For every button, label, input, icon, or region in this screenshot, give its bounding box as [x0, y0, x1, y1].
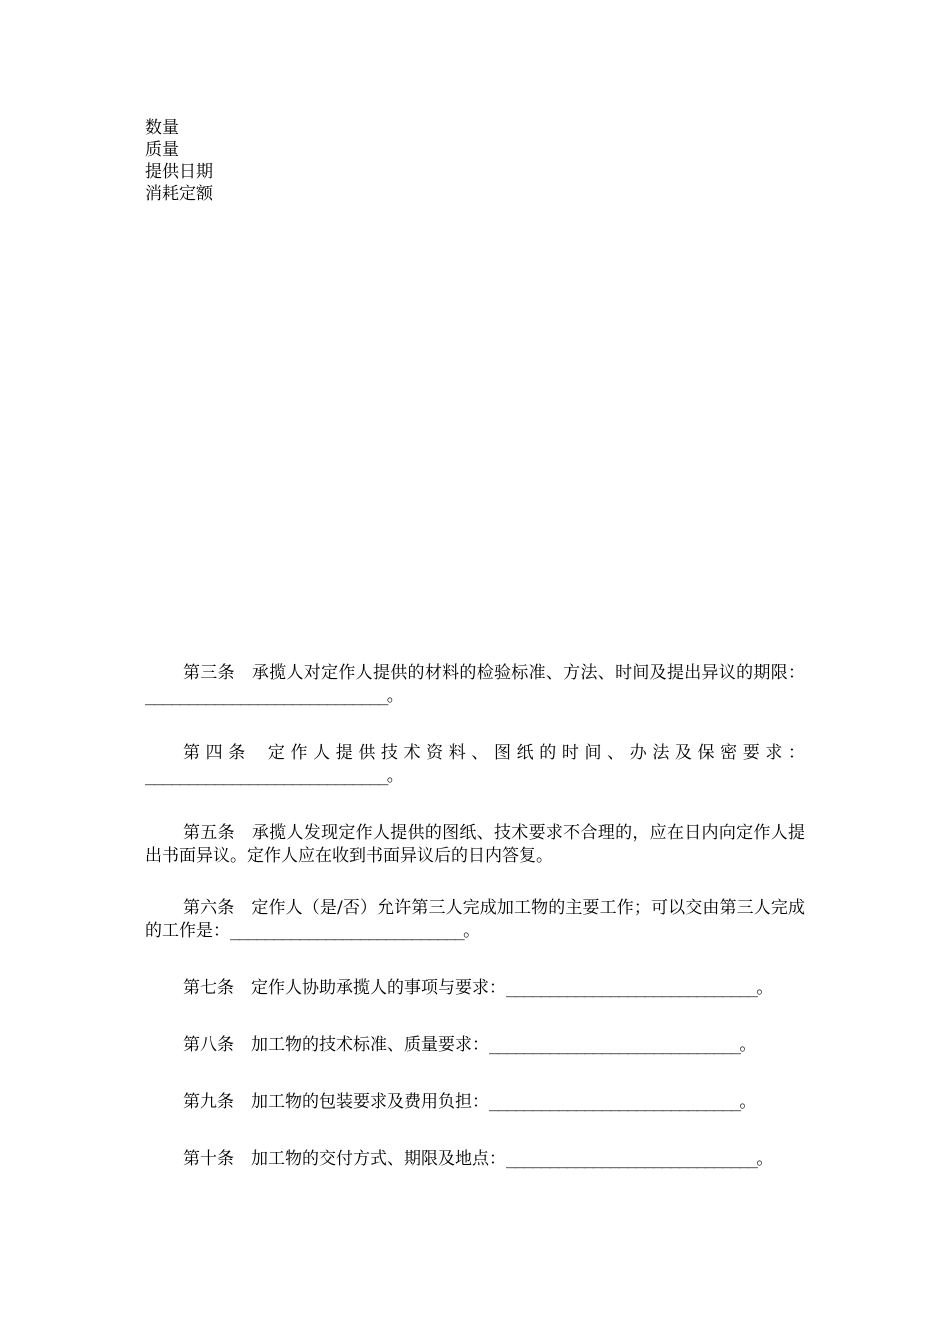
article-3 [145, 662, 805, 708]
article-text: 承揽人发现定作人提供的图纸、技术要求不合理的，应在日内向定作人提出书面异议。定作人应在收到书面异议后的日内答复。 [145, 823, 806, 866]
fill-blank: _____________________________ [506, 1149, 757, 1169]
field-supply-date: 提供日期 [145, 162, 213, 182]
article-10 [145, 1148, 805, 1171]
article-end: 。 [756, 978, 774, 998]
article-text: 定作人（是/否）允许第三人完成加工物的主要工作；可以交由第三人完成的工作是： [145, 898, 806, 941]
article-end: 。 [463, 921, 481, 941]
article-text: 加工物的包装要求及费用负担： [251, 1092, 489, 1112]
article-end: 。 [756, 1149, 774, 1169]
article-label: 第七条 [183, 978, 234, 998]
fill-blank: ____________________________ [145, 686, 387, 706]
article-text: 定作人提供技术资料、图纸的时间、办法及保密要求： [267, 743, 806, 763]
article-text: 加工物的交付方式、期限及地点： [251, 1149, 506, 1169]
article-text: 加工物的技术标准、质量要求： [251, 1035, 489, 1055]
fill-blank: ____________________________ [145, 766, 387, 786]
article-label: 第九条 [183, 1092, 234, 1112]
article-label: 第四条 [183, 743, 251, 763]
article-9 [145, 1091, 805, 1114]
article-end: 。 [739, 1035, 757, 1055]
article-label: 第五条 [183, 823, 235, 843]
article-label: 第八条 [183, 1035, 234, 1055]
fill-blank: _____________________________ [489, 1092, 740, 1112]
material-field-list [145, 117, 213, 205]
article-4 [145, 742, 805, 788]
fill-blank: _____________________________ [506, 978, 757, 998]
field-quality: 质量 [145, 140, 179, 160]
article-label: 第三条 [183, 663, 235, 683]
article-end: 。 [386, 766, 404, 786]
article-7 [145, 977, 805, 1000]
contract-articles [145, 662, 805, 1205]
fill-blank: _____________________________ [489, 1035, 740, 1055]
article-end: 。 [386, 686, 404, 706]
article-8 [145, 1034, 805, 1057]
article-6 [145, 897, 805, 943]
field-quantity: 数量 [145, 118, 179, 138]
article-label: 第十条 [183, 1149, 234, 1169]
article-label: 第六条 [183, 898, 235, 918]
article-end: 。 [739, 1092, 757, 1112]
field-consumption-quota: 消耗定额 [145, 184, 213, 204]
article-text: 定作人协助承揽人的事项与要求： [251, 978, 506, 998]
article-text: 承揽人对定作人提供的材料的检验标准、方法、时间及提出异议的期限： [251, 663, 806, 683]
fill-blank: ___________________________ [230, 921, 464, 941]
article-5 [145, 822, 805, 868]
